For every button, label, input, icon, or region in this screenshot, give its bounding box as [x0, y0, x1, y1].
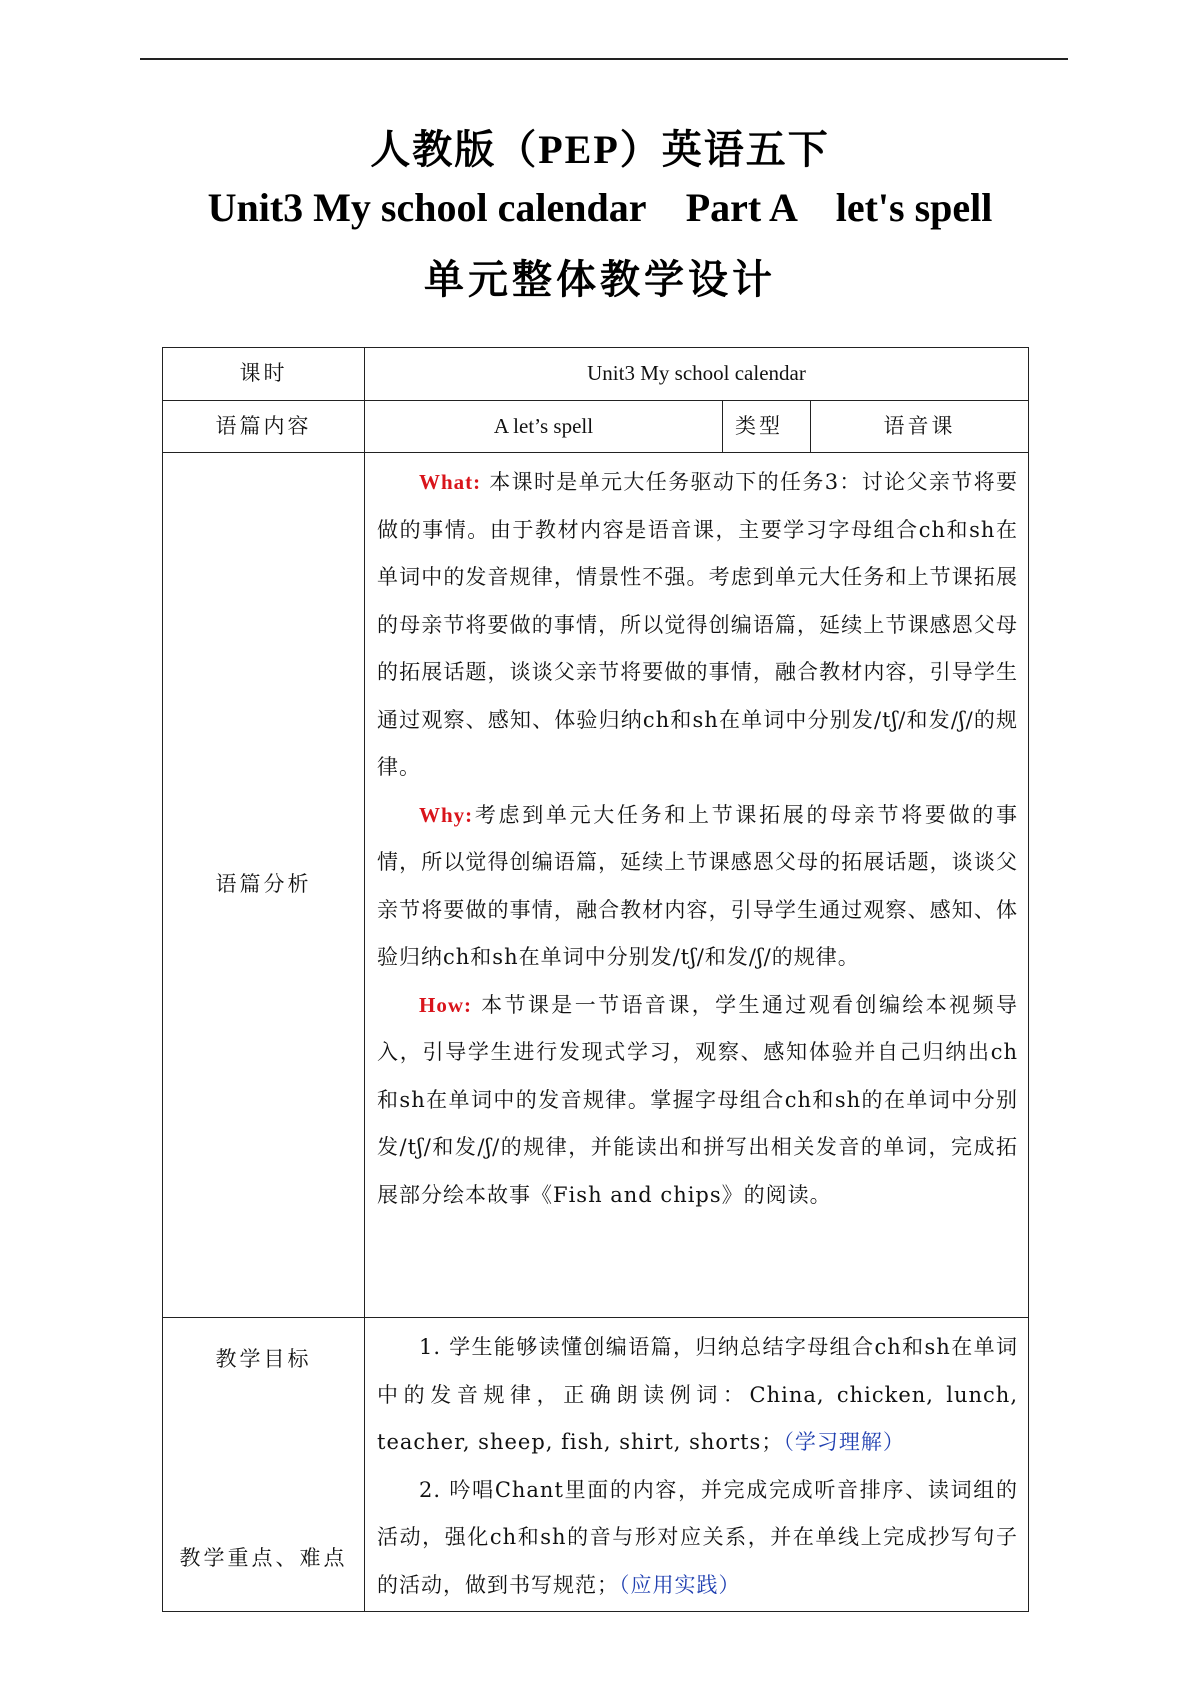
text-content-label: 语篇内容: [163, 401, 365, 453]
goal-1-text: 1. 学生能够读懂创编语篇，归纳总结字母组合ch和sh在单词中的发音规律，正确朗读例词：China, chicken, lunch, teacher, sheep, fish, shirt, shorts；: [377, 1335, 1018, 1454]
why-keyword: Why:: [419, 802, 474, 827]
type-label: 类型: [723, 401, 811, 453]
how-keyword: How:: [419, 992, 472, 1017]
what-text: 本课时是单元大任务驱动下的任务3：讨论父亲节将要做的事情。由于教材内容是语音课，主要学习字母组合ch和sh在单词中的发音规律，情景性不强。考虑到单元大任务和上节课拓展的母亲节将要做的事情，所以觉得创编语篇，延续上节课感恩父母的拓展话题，谈谈父亲节将要做的事情，融合教材内容，引导学生通过观察、感知、体验归纳ch和sh在单词中分别发/tʃ/和发/ʃ/的规律。: [377, 470, 1018, 779]
table-row: [163, 1318, 1029, 1612]
why-text: 考虑到单元大任务和上节课拓展的母亲节将要做的事情，所以觉得创编语篇，延续上节课感恩父母的拓展话题，谈谈父亲节将要做的事情，融合教材内容，引导学生通过观察、感知、体验归纳ch和sh在单词中分别发/tʃ/和发/ʃ/的规律。: [377, 802, 1018, 969]
table-row: [163, 348, 1029, 401]
top-rule: [140, 58, 1068, 60]
table-row: [163, 453, 1029, 1318]
goals-label: 教学目标: [215, 1347, 312, 1371]
type-value: 语音课: [811, 401, 1029, 453]
goal-2-text: 2. 吟唱Chant里面的内容，并完成完成听音排序、读词组的活动，强化ch和sh的音与形对应关系，并在单线上完成抄写句子的活动，做到书写规范；: [377, 1477, 1018, 1597]
how-paragraph: [377, 982, 1018, 1220]
how-text: 本节课是一节语音课，学生通过观看创编绘本视频导入，引导学生进行发现式学习，观察、感知体验并自己归纳出ch和sh在单词中的发音规律。掌握字母组合ch和sh的在单词中分别发/tʃ/和发/ʃ/的规律，并能读出和拼写出相关发音的单词，完成拓展部分绘本故事《Fish and chips》的阅读。: [377, 992, 1018, 1207]
analysis-content: [365, 453, 1029, 1318]
lesson-plan-table: [162, 347, 1029, 1612]
title-line-2: Unit3 My school calendar Part A let's spell: [207, 185, 993, 230]
table-row: [163, 401, 1029, 453]
goals-content: [365, 1318, 1029, 1612]
goal-1-level: （学习理解）: [783, 1430, 905, 1454]
key-points-label: 教学重点、难点: [179, 1546, 348, 1571]
goals-label-cell: [163, 1318, 365, 1612]
title-line-3: 单元整体教学设计: [424, 257, 776, 302]
title-line-1: 人教版（PEP）英语五下: [370, 127, 830, 172]
analysis-label: 语篇分析: [163, 453, 365, 1318]
goal-2-level: （应用实践）: [619, 1572, 741, 1597]
what-keyword: What:: [419, 470, 482, 494]
lesson-value: Unit3 My school calendar: [365, 348, 1029, 401]
goal-2: [377, 1467, 1018, 1610]
lesson-label: 课时: [163, 348, 365, 401]
goal-1: [377, 1324, 1018, 1467]
why-paragraph: [377, 792, 1018, 982]
text-content-value: A let’s spell: [365, 401, 723, 453]
what-paragraph: [377, 459, 1018, 792]
